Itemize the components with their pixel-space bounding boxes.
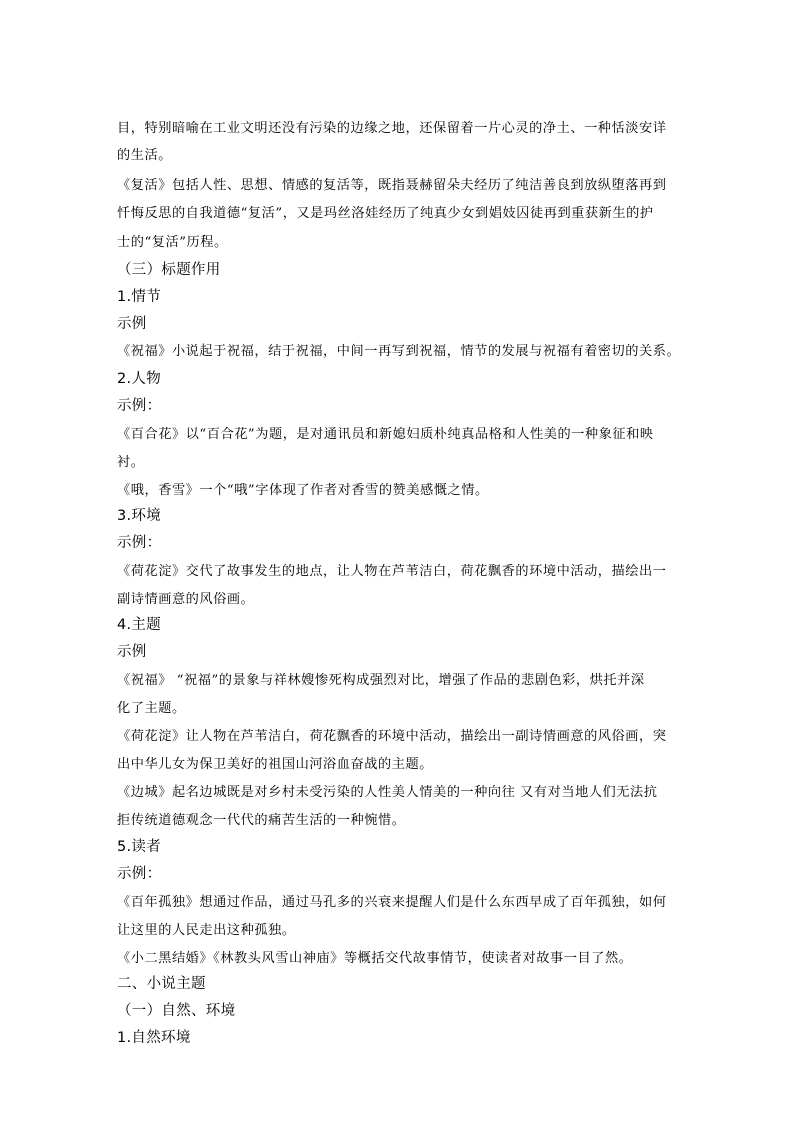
subsection-heading: 1.自然环境 [117,1030,191,1046]
subsection-heading: 1.情节 [117,289,162,305]
example-label: 示例： [117,535,162,551]
example-label: 示例： [117,866,162,882]
text-line: 《祝福》 “祝福”的景象与祥林嫂惨死构成强烈对比，增强了作品的悲剧色彩，烘托并深 [117,673,645,688]
section-heading: （一）自然、环境 [117,1003,236,1019]
example-label: 示例 [117,316,147,332]
text-line: 《哦，香雪》一个“哦”字体现了作者对香雪的赞美感慨之情。 [117,483,489,498]
section-heading: （三）标题作用 [117,262,221,278]
text-line: 《边城》起名边城既是对乡村未受污染的人性美人情美的一种向往 又有对当地人们无法抗 [117,785,658,800]
text-line: 衬。 [117,455,145,470]
text-line: 《祝福》小说起于祝福，结于祝福，中间一再写到祝福，情节的发展与祝福有着密切的关系。 [117,344,681,359]
text-line: 目，特别暗喻在工业文明还没有污染的边缘之地，还保留着一片心灵的净土、一种恬淡安详 [117,121,667,136]
subsection-heading: 2.人物 [117,371,162,387]
text-line: 忏悔反思的自我道德“复活”，又是玛丝洛娃经历了纯真少女到娼妓囚徒再到重获新生的护 [117,206,654,221]
section-heading: 二、小说主题 [117,976,206,992]
text-line: 《荷花淀》让人物在芦苇洁白，荷花飘香的环境中活动，描绘出一副诗情画意的风俗画，突 [117,729,667,744]
text-line: 《小二黑结婚》《林教头风雪山神庙》等概括交代故事情节，使读者对故事一目了然。 [117,951,633,966]
text-line: 《复活》包括人性、思想、情感的复活等，既指聂赫留朵夫经历了纯洁善良到放纵堕落再到 [117,178,667,193]
text-line: 《荷花淀》交代了故事发生的地点，让人物在芦苇洁白，荷花飘香的环境中活动，描绘出一 [117,564,667,579]
text-line: 让这里的人民走出这种孤独。 [117,923,296,938]
text-line: 《百年孤独》想通过作品，通过马孔多的兴衰来提醒人们是什么东西早成了百年孤独，如何 [117,895,667,910]
text-line: 副诗情画意的风俗画。 [117,592,255,607]
subsection-heading: 3.环境 [117,508,162,524]
subsection-heading: 4.主题 [117,617,162,633]
example-label: 示例 [117,644,147,660]
text-line: 拒传统道德观念一代代的痛苦生活的一种惋惜。 [117,813,406,828]
text-line: 出中华儿女为保卫美好的祖国山河浴血奋战的主题。 [117,757,433,772]
text-line: 士的“复活”历程。 [117,235,228,250]
example-label: 示例： [117,398,162,414]
subsection-heading: 5.读者 [117,839,162,855]
text-line: 《百合花》以“百合花”为题，是对通讯员和新媳妇质朴纯真品格和人性美的一种象征和映 [117,427,654,442]
text-line: 化了主题。 [117,701,186,716]
text-line: 的生活。 [117,148,172,163]
